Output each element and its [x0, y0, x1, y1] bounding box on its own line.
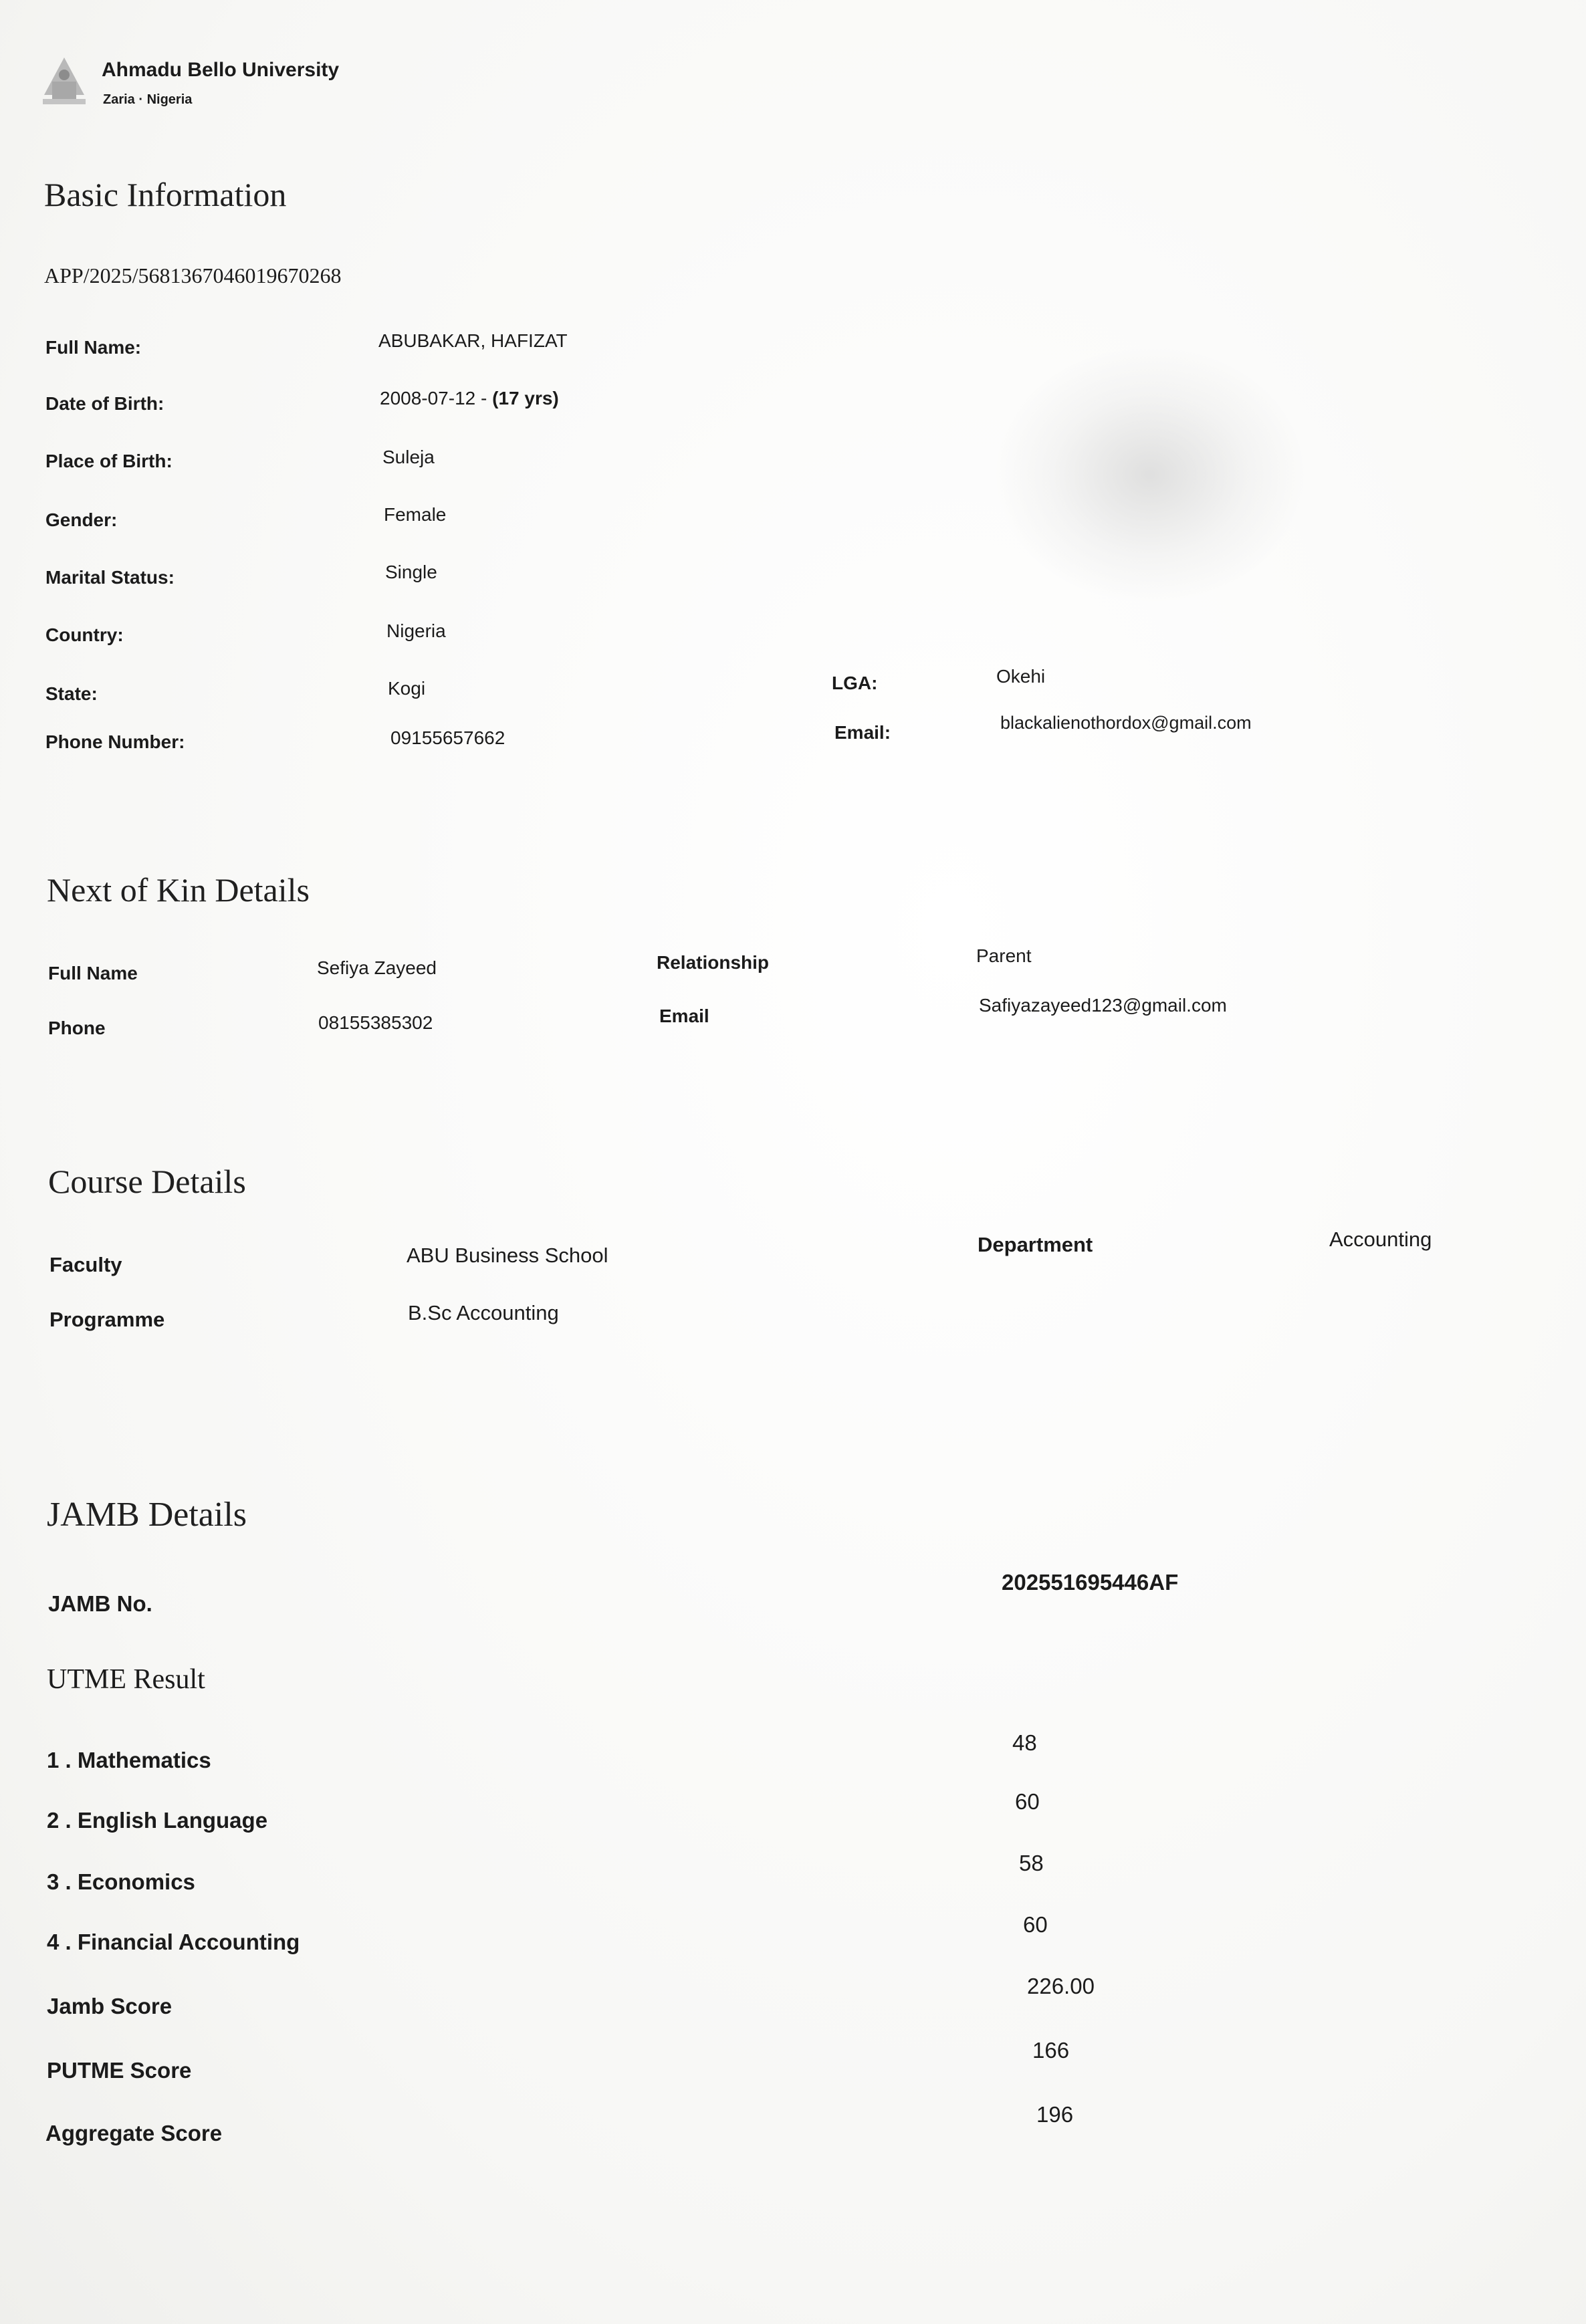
- photo-placeholder: [996, 348, 1304, 602]
- section-title-course: Course Details: [48, 1163, 246, 1200]
- dob-value: [380, 388, 559, 409]
- nok-email-label: Email: [659, 1006, 709, 1026]
- jamb-score-label: Jamb Score: [47, 1994, 173, 2018]
- nok-relationship-label: Relationship: [657, 952, 770, 973]
- university-name: Ahmadu Bello University: [102, 59, 340, 81]
- faculty-label: Faculty: [49, 1253, 122, 1276]
- lga-value: Okehi: [996, 666, 1046, 687]
- jamb-score-value: 226.00: [1027, 1974, 1095, 1998]
- state-label: State:: [45, 683, 98, 704]
- department-value: Accounting: [1329, 1228, 1432, 1251]
- section-title-basic-info: Basic Information: [44, 176, 287, 213]
- phone-number-value: 09155657662: [390, 727, 505, 748]
- subject-4-score: 60: [1023, 1912, 1048, 1937]
- subject-1-label: 1 . Mathematics: [47, 1748, 211, 1772]
- email-value: blackalienothordox@gmail.com: [1000, 713, 1252, 733]
- university-location: Zaria · Nigeria: [103, 92, 193, 107]
- marital-status-label: Marital Status:: [45, 567, 175, 588]
- full-name-label: Full Name:: [45, 337, 142, 358]
- faculty-value: ABU Business School: [407, 1244, 608, 1267]
- marital-status-value: Single: [385, 562, 437, 582]
- gender-label: Gender:: [45, 509, 118, 530]
- aggregate-score-value: 196: [1036, 2102, 1074, 2127]
- department-label: Department: [978, 1233, 1093, 1256]
- gender-value: Female: [384, 504, 447, 525]
- full-name-value: ABUBAKAR, HAFIZAT: [378, 330, 568, 351]
- subject-3-label: 3 . Economics: [47, 1869, 195, 1894]
- nok-phone-value: 08155385302: [318, 1012, 433, 1033]
- state-value: Kogi: [388, 678, 426, 699]
- section-title-jamb: JAMB Details: [47, 1496, 247, 1534]
- subject-2-label: 2 . English Language: [47, 1808, 268, 1833]
- utme-result-title: UTME Result: [47, 1664, 205, 1695]
- pob-label: Place of Birth:: [45, 451, 173, 471]
- country-value: Nigeria: [386, 620, 446, 641]
- programme-value: B.Sc Accounting: [408, 1301, 559, 1324]
- university-crest-icon: [37, 55, 91, 110]
- dob-label: Date of Birth:: [45, 393, 164, 414]
- section-title-next-of-kin: Next of Kin Details: [47, 871, 310, 909]
- nok-phone-label: Phone: [48, 1018, 106, 1038]
- phone-number-label: Phone Number:: [45, 731, 185, 752]
- nok-full-name-value: Sefiya Zayeed: [317, 957, 437, 978]
- jamb-no-label: JAMB No.: [48, 1591, 152, 1616]
- jamb-no-value: 202551695446AF: [1002, 1570, 1179, 1595]
- pob-value: Suleja: [382, 447, 435, 467]
- nok-full-name-label: Full Name: [48, 963, 138, 983]
- country-label: Country:: [45, 624, 124, 645]
- application-id: APP/2025/5681367046019670268: [44, 263, 342, 287]
- nok-email-value: Safiyazayeed123@gmail.com: [979, 995, 1227, 1016]
- email-label: Email:: [834, 722, 891, 743]
- lga-label: LGA:: [832, 673, 878, 693]
- dob-age: (17 yrs): [492, 388, 559, 409]
- aggregate-score-label: Aggregate Score: [45, 2121, 223, 2145]
- subject-3-score: 58: [1019, 1851, 1044, 1875]
- putme-score-value: 166: [1032, 2038, 1070, 2063]
- nok-relationship-value: Parent: [976, 945, 1032, 966]
- subject-1-score: 48: [1012, 1730, 1037, 1755]
- subject-4-label: 4 . Financial Accounting: [47, 1930, 300, 1954]
- subject-2-score: 60: [1015, 1789, 1040, 1814]
- dob-date: 2008-07-12 -: [380, 388, 487, 409]
- programme-label: Programme: [49, 1308, 165, 1331]
- putme-score-label: PUTME Score: [47, 2058, 192, 2083]
